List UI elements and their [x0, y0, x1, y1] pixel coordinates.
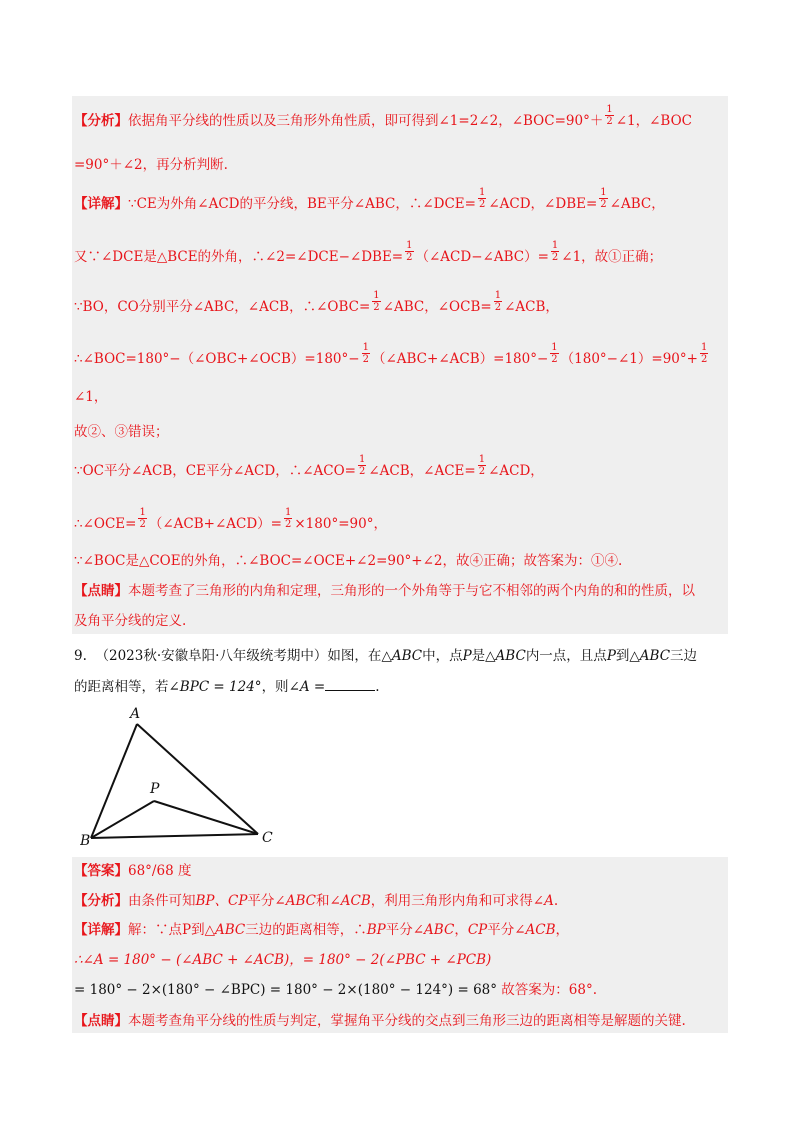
text: 本题考查角平分线的性质与判定，掌握角平分线的交点到三角形三边的距离相等是解题的关键.: [128, 1013, 686, 1029]
text: 和: [315, 893, 330, 909]
math: ∴∠A = 180° − (∠ABC + ∠ACB)，= 180° − 2(∠PBC + ∠PCB): [74, 952, 492, 968]
fraction-half: [284, 507, 292, 530]
frac-den: 2: [362, 354, 369, 365]
text: 平分: [247, 893, 275, 909]
frac-num: 1: [478, 187, 486, 198]
text: ∵CE为外角∠ACD的平分线，BE平分∠ABC，∴∠DCE=: [128, 196, 476, 212]
text: 本题考查了三角形的内角和定理，三角形的一个外角等于与它不相邻的两个内角的和的性质，以: [128, 583, 695, 599]
frac-den: 2: [139, 519, 146, 530]
math: △ABC: [381, 648, 423, 664]
frac-den: 2: [600, 199, 607, 210]
text: （2023秋·安徽阜阳·八年级统考期中）如图，在: [95, 648, 382, 664]
fraction-half: [405, 240, 413, 263]
math: ∠ACB: [329, 893, 371, 909]
frac-num: 1: [551, 342, 558, 353]
text: =90°＋∠2，再分析判断.: [74, 157, 228, 173]
text: ，则: [261, 679, 289, 695]
frac-num: 1: [362, 342, 369, 353]
comment-9-line: [74, 1012, 686, 1030]
text: 解：∵点P到: [128, 922, 205, 938]
text: ∠1，故①正确；: [561, 249, 663, 265]
detail-8-line-2: [74, 240, 663, 269]
text: 三边: [670, 648, 698, 664]
text: 三边的距离相等，∴: [245, 922, 367, 938]
frac-den: 2: [551, 354, 558, 365]
text: ∠ACB，: [504, 299, 559, 315]
frac-num: 1: [358, 454, 366, 465]
analysis-tag: 【分析】: [74, 893, 128, 909]
fraction-half: [550, 342, 558, 365]
text: ∴∠BOC=180°−（∠OBC+∠OCB）=180°−: [74, 351, 360, 367]
text: 中，点: [422, 648, 463, 664]
math: ∠ABC: [274, 893, 316, 909]
frac-den: 2: [494, 302, 502, 313]
vertex-label-p: P: [150, 781, 160, 797]
detail-tag: 【详解】: [74, 922, 128, 938]
fraction-half: [494, 290, 502, 313]
detail-8-line-3: [74, 290, 559, 319]
comment-tag: 【点睛】: [74, 1013, 128, 1029]
frac-den: 2: [551, 252, 559, 263]
text: 68°: [568, 982, 593, 998]
fraction-half: [478, 454, 486, 477]
frac-den: 2: [358, 466, 366, 477]
text: （∠ABC+∠ACB）=180°−: [371, 351, 549, 367]
side-bc: [91, 834, 258, 838]
question-9-line-2: [74, 678, 380, 696]
fraction-half: [358, 454, 366, 477]
text: ∠ABC，∠OCB=: [382, 299, 492, 315]
detail-tag: 【详解】: [74, 196, 128, 212]
math: △ABC: [485, 648, 526, 664]
text: 是: [471, 648, 486, 664]
text: .: [553, 893, 559, 909]
frac-den: 2: [478, 199, 486, 210]
side-ab: [91, 724, 137, 838]
text: 故答案为：: [501, 982, 569, 998]
text: （∠ACD−∠ABC）=: [415, 249, 549, 265]
text: 故②、③错误；: [74, 424, 169, 440]
text: ∵BO，CO分别平分∠ABC，∠ACB，∴∠OBC=: [74, 299, 371, 315]
math: P: [462, 648, 472, 664]
frac-den: 2: [700, 354, 708, 365]
text: ，: [555, 922, 570, 938]
detail-8-line-4: [74, 342, 710, 371]
detail-8-line-9: [74, 552, 622, 570]
math: BP: [366, 922, 386, 938]
text: ∴∠OCE=: [74, 516, 137, 532]
fraction-half: [599, 187, 607, 210]
analysis-8-line-1: [74, 104, 692, 133]
text: 及角平分线的定义.: [74, 613, 187, 629]
math: ∠ACB: [514, 922, 556, 938]
frac-num: 1: [551, 240, 559, 251]
fraction-half: [605, 104, 613, 127]
fraction-half: [478, 187, 486, 210]
frac-num: 1: [139, 507, 146, 518]
text: ，: [454, 922, 468, 938]
text: ∠ABC，: [609, 196, 665, 212]
text: ∠1，∠BOC: [615, 113, 692, 129]
segment-bp: [91, 801, 154, 838]
vertex-label-a: A: [130, 706, 141, 722]
fraction-half: [700, 342, 708, 365]
fraction-half: [551, 240, 559, 263]
text: ∠ACD，: [488, 463, 544, 479]
fraction-half: [138, 507, 146, 530]
fraction-half: [362, 342, 370, 365]
math: P: [606, 648, 616, 664]
frac-den: 2: [606, 116, 613, 127]
segment-pc: [154, 801, 258, 834]
text: 由条件可知: [128, 893, 196, 909]
detail-9-line-1: [74, 921, 569, 939]
frac-den: 2: [373, 302, 380, 313]
text: （180°−∠1）=90°+: [560, 351, 698, 367]
question-number: 9.: [74, 648, 87, 664]
math: ∠ABC: [412, 922, 455, 938]
text: ×180°=90°，: [294, 516, 387, 532]
math: ∠A: [532, 893, 554, 909]
vertex-label-c: C: [262, 830, 273, 845]
detail-8-line-6: [74, 423, 169, 441]
detail-8-line-7: [74, 454, 544, 483]
math: ∠BPC = 124°: [168, 679, 262, 695]
triangle-figure: [80, 705, 300, 845]
text: .: [375, 679, 380, 695]
math: CP: [467, 922, 488, 938]
analysis-9-line: [74, 892, 558, 910]
side-ac: [137, 724, 258, 834]
text: ∠1，: [74, 389, 108, 405]
text: .: [592, 982, 598, 998]
comment-tag: 【点睛】: [74, 583, 128, 599]
frac-num: 1: [606, 104, 613, 115]
solution-block-9: [72, 857, 728, 1033]
frac-den: 2: [406, 252, 413, 263]
detail-8-line-8: [74, 507, 387, 536]
math: ∠A =: [288, 679, 326, 695]
text: 平分: [385, 922, 413, 938]
detail-8-line-5: [74, 388, 107, 406]
text: 内一点，且点: [525, 648, 607, 664]
text: ∠ACD，∠DBE=: [488, 196, 598, 212]
frac-den: 2: [478, 466, 486, 477]
text: 的距离相等，若: [74, 679, 169, 695]
comment-8-line-2: [74, 612, 186, 630]
answer-9-line: [74, 862, 191, 880]
answer-tag: 【答案】: [74, 863, 128, 879]
math: = 180° − 2×(180° − ∠BPC) = 180° − 2×(180° − 124°) = 68°: [74, 982, 497, 998]
frac-num: 1: [285, 507, 292, 518]
frac-num: 1: [700, 342, 708, 353]
detail-9-line-2: [74, 951, 491, 969]
frac-num: 1: [494, 290, 502, 301]
frac-num: 1: [478, 454, 486, 465]
text: （∠ACB+∠ACD）=: [148, 516, 282, 532]
text: 68°/68 度: [128, 863, 192, 879]
text: 到: [615, 648, 630, 664]
comment-8-line-1: [74, 582, 695, 600]
vertex-label-b: B: [80, 833, 91, 845]
text: 依据角平分线的性质以及三角形外角性质，即可得到∠1=2∠2，∠BOC=90°＋: [128, 113, 604, 129]
analysis-tag: 【分析】: [74, 113, 128, 129]
math: △ABC: [204, 922, 246, 938]
frac-den: 2: [285, 519, 292, 530]
answer-blank: [325, 678, 375, 691]
analysis-8-line-2: [74, 156, 228, 174]
frac-num: 1: [600, 187, 607, 198]
text: ∠ACB，∠ACE=: [368, 463, 476, 479]
text: 平分: [487, 922, 515, 938]
fraction-half: [372, 290, 380, 313]
frac-num: 1: [406, 240, 413, 251]
detail-8-line-1: [74, 187, 665, 216]
question-9-line-1: [74, 647, 697, 665]
detail-9-line-3: [74, 981, 597, 999]
frac-num: 1: [373, 290, 380, 301]
text: ∵OC平分∠ACB，CE平分∠ACD，∴∠ACO=: [74, 463, 356, 479]
math: △ABC: [629, 648, 671, 664]
text: ，利用三角形内角和可求得: [370, 893, 533, 909]
text: 又∵∠DCE是△BCE的外角，∴∠2=∠DCE−∠DBE=: [74, 249, 404, 265]
text: ∵∠BOC是△COE的外角，∴∠BOC=∠OCE+∠2=90°+∠2，故④正确；故答案为：①④.: [74, 553, 623, 569]
math: BP、CP: [195, 893, 248, 909]
